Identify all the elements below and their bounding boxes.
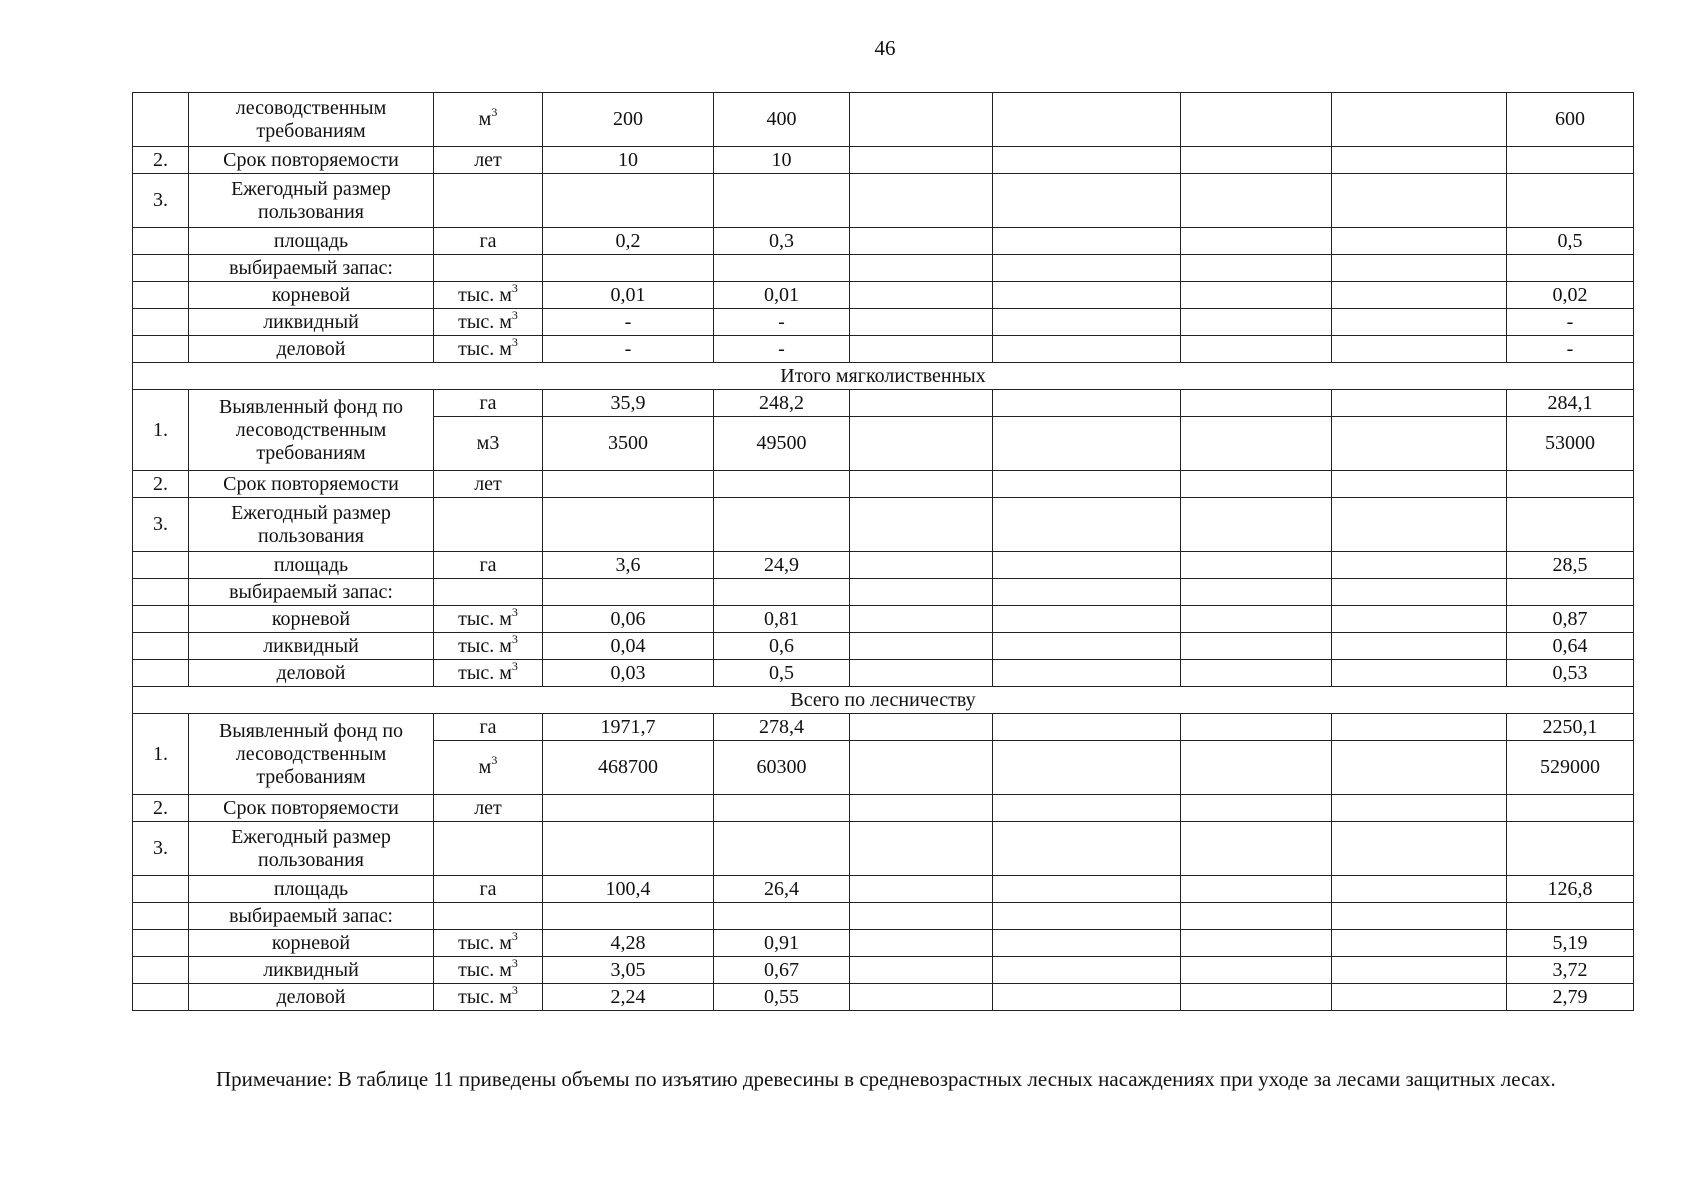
table-row [133,714,1634,741]
unit-cell: тыс. $м^3$ [434,633,543,660]
unit-cell: га [434,876,543,903]
table-row [133,903,1634,930]
table-row [133,498,1634,552]
row-number: 2. [133,795,189,822]
row-name: ликвидный [189,633,434,660]
row-name: корневой [189,282,434,309]
value-cell: 0,5 [714,660,850,687]
unit-cell: га [434,714,543,741]
value-cell: 0,01 [714,282,850,309]
unit-cell: лет [434,471,543,498]
section-heading-row [133,363,1634,390]
value-cell: 3,05 [543,957,714,984]
table-row [133,822,1634,876]
table-row [133,390,1634,417]
table-row [133,957,1634,984]
value-cell: 10 [543,147,714,174]
value-cell: 0,06 [543,606,714,633]
table-row [133,471,1634,498]
total-cell: 2250,1 [1507,714,1634,741]
forest-use-table [132,92,1634,1011]
value-cell: 400 [714,93,850,147]
unit-cell: га [434,390,543,417]
section-title: Итого мягколиственных [133,363,1634,390]
value-cell: 3,6 [543,552,714,579]
row-name: Ежегодный размер пользования [189,822,434,876]
row-name: Ежегодный размер пользования [189,498,434,552]
value-cell: 0,55 [714,984,850,1011]
unit-cell: лет [434,147,543,174]
row-name: площадь [189,552,434,579]
unit-cell: тыс. $м^3$ [434,336,543,363]
table-row [133,282,1634,309]
row-name: корневой [189,930,434,957]
value-cell: 0,04 [543,633,714,660]
value-cell: 278,4 [714,714,850,741]
value-cell: 10 [714,147,850,174]
row-name: выбираемый запас: [189,903,434,930]
value-cell: 24,9 [714,552,850,579]
total-cell: 126,8 [1507,876,1634,903]
row-number: 3. [133,822,189,876]
total-cell: 600 [1507,93,1634,147]
row-number: 2. [133,147,189,174]
value-cell: 0,01 [543,282,714,309]
row-name: выбираемый запас: [189,255,434,282]
row-number: 1. [133,390,189,471]
unit-cell: тыс. $м^3$ [434,930,543,957]
total-cell: 0,02 [1507,282,1634,309]
table-note: Примечание: В таблице 11 приведены объемы по изъятию древесины в средневозрастных лесных насаждениях при уходе за лесами защитных лесах. [216,1067,1556,1091]
row-name: лесоводственным требованиям [189,93,434,147]
table-row [133,309,1634,336]
value-cell: 3500 [543,417,714,471]
section-heading-row [133,687,1634,714]
row-name: площадь [189,228,434,255]
value-cell: 26,4 [714,876,850,903]
table-row [133,93,1634,147]
row-number: 3. [133,174,189,228]
total-cell: 5,19 [1507,930,1634,957]
row-name: деловой [189,660,434,687]
table-row [133,660,1634,687]
value-cell: 0,6 [714,633,850,660]
total-cell: 28,5 [1507,552,1634,579]
table-row [133,930,1634,957]
unit-cell: га [434,552,543,579]
value-cell: 248,2 [714,390,850,417]
unit-cell: га [434,228,543,255]
value-cell: 0,67 [714,957,850,984]
value-cell: 60300 [714,741,850,795]
table-row [133,633,1634,660]
value-cell: 2,24 [543,984,714,1011]
total-cell: 3,72 [1507,957,1634,984]
total-cell: 284,1 [1507,390,1634,417]
row-name: деловой [189,984,434,1011]
value-cell: - [714,336,850,363]
table-row [133,579,1634,606]
total-cell: 2,79 [1507,984,1634,1011]
unit-cell: тыс. $м^3$ [434,660,543,687]
value-cell: - [714,309,850,336]
table-row [133,984,1634,1011]
value-cell: 0,3 [714,228,850,255]
table-row [133,552,1634,579]
total-cell: - [1507,309,1634,336]
row-name: ликвидный [189,957,434,984]
row-name: деловой [189,336,434,363]
row-name: Срок повторяемости [189,147,434,174]
row-number: 2. [133,471,189,498]
total-cell: 0,5 [1507,228,1634,255]
total-cell: 0,53 [1507,660,1634,687]
row-name: Выявленный фонд по лесоводственным требованиям [189,714,434,795]
total-cell: 0,87 [1507,606,1634,633]
value-cell: - [543,309,714,336]
unit-cell: м3 [434,417,543,471]
page-number: 46 [874,36,896,60]
value-cell: 4,28 [543,930,714,957]
total-cell: 53000 [1507,417,1634,471]
value-cell: 0,2 [543,228,714,255]
table-row [133,336,1634,363]
value-cell: 35,9 [543,390,714,417]
value-cell: 49500 [714,417,850,471]
unit-cell: лет [434,795,543,822]
table-row [133,174,1634,228]
table-row [133,606,1634,633]
unit-cell: тыс. $м^3$ [434,984,543,1011]
unit-cell: $м^3$ [434,741,543,795]
unit-cell: тыс. $м^3$ [434,282,543,309]
row-name: Выявленный фонд по лесоводственным требованиям [189,390,434,471]
row-number: 3. [133,498,189,552]
section-title: Всего по лесничеству [133,687,1634,714]
value-cell: 100,4 [543,876,714,903]
total-cell: - [1507,336,1634,363]
value-cell: 200 [543,93,714,147]
table-row [133,795,1634,822]
total-cell: 529000 [1507,741,1634,795]
value-cell: - [543,336,714,363]
table-row [133,147,1634,174]
total-cell: 0,64 [1507,633,1634,660]
row-name: корневой [189,606,434,633]
row-name: Срок повторяемости [189,471,434,498]
table-row [133,255,1634,282]
row-name: ликвидный [189,309,434,336]
table-row [133,228,1634,255]
value-cell: 0,03 [543,660,714,687]
unit-cell: тыс. $м^3$ [434,309,543,336]
row-name: Срок повторяемости [189,795,434,822]
row-name: выбираемый запас: [189,579,434,606]
unit-cell: тыс. $м^3$ [434,957,543,984]
unit-cell: тыс. $м^3$ [434,606,543,633]
row-number: 1. [133,714,189,795]
value-cell: 0,81 [714,606,850,633]
row-name: площадь [189,876,434,903]
unit-cell: $м^3$ [434,93,543,147]
row-name: Ежегодный размер пользования [189,174,434,228]
value-cell: 0,91 [714,930,850,957]
table-row [133,876,1634,903]
value-cell: 1971,7 [543,714,714,741]
value-cell: 468700 [543,741,714,795]
